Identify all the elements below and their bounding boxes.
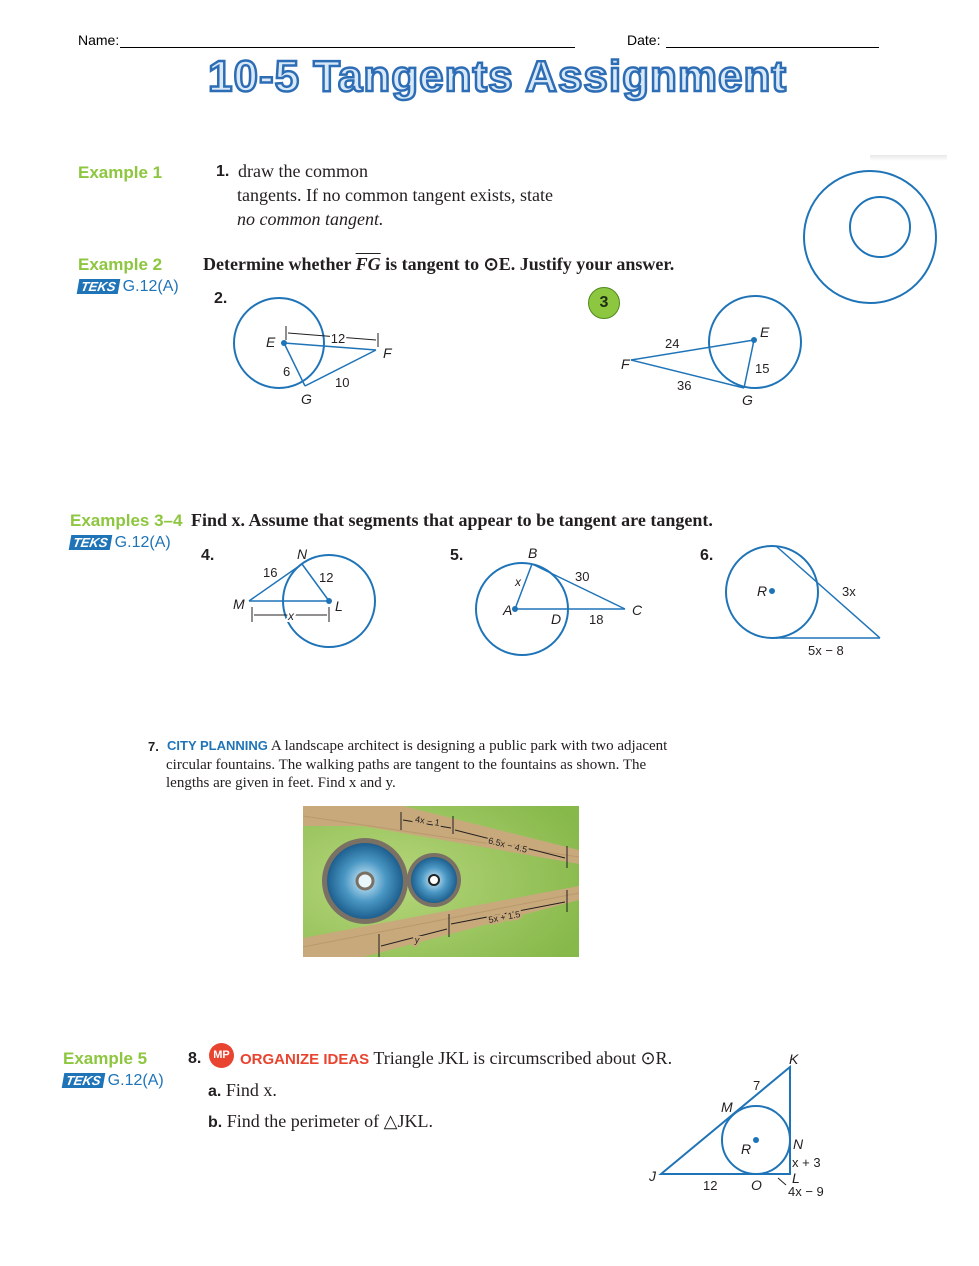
p3-value-24: 24 (665, 336, 680, 351)
problem-8b: b. Find the perimeter of △JKL. (208, 1111, 434, 1131)
problem-4-figure (225, 545, 385, 665)
problem-7-park-figure (303, 806, 579, 957)
p2-value-6: 6 (283, 364, 291, 379)
example-5-teks: TEKS G.12(A) (63, 1072, 164, 1090)
problem-1-circles (800, 168, 950, 318)
problem-6-figure (720, 540, 900, 665)
p8-value-12: 12 (703, 1178, 718, 1193)
problem-7-line1: CITY PLANNING A landscape architect is designing a public park with two adjacent (167, 738, 668, 754)
p2-value-12: 12 (330, 331, 346, 346)
p8-label-R: R (741, 1141, 752, 1157)
p5-label-A: A (503, 602, 513, 618)
p8-label-M: M (721, 1099, 733, 1115)
problem-1-number: 1. (216, 163, 230, 180)
problem-3-number-badge: 3 (588, 287, 620, 319)
p5-label-D: D (551, 611, 562, 627)
examples-3-4-directions: Find x. Assume that segments that appear to be tangent are tangent. (191, 510, 713, 530)
p8-label-K: K (789, 1051, 799, 1067)
mp-icon: MP (209, 1043, 234, 1068)
p3-label-G: G (742, 392, 753, 408)
p4-label-N: N (297, 546, 308, 562)
date-label: Date: (627, 32, 661, 48)
p8-label-O: O (751, 1177, 762, 1193)
p6-label-R: R (757, 583, 768, 599)
p8-value-4x-9: 4x − 9 (788, 1184, 824, 1199)
p2-label-F: F (383, 345, 392, 361)
date-blank[interactable] (666, 47, 879, 48)
p3-label-F: F (621, 356, 630, 372)
p3-label-E: E (760, 324, 770, 340)
problem-1-line1: draw the common (238, 161, 368, 181)
example-2-teks: TEKS G.12(A) (78, 278, 179, 296)
outer-circle (804, 171, 936, 303)
p6-value-5x-8: 5x − 8 (808, 643, 844, 658)
p3-value-36: 36 (677, 378, 692, 393)
problem-4-number: 4. (201, 547, 215, 564)
p8-label-J: J (649, 1168, 656, 1184)
p7-label-5x+1.5: 5x + 1.5 (487, 909, 522, 926)
problem-1-line2: tangents. If no common tangent exists, state (237, 185, 553, 205)
problem-7-number: 7. (148, 739, 159, 754)
p5-label-B: B (528, 545, 538, 561)
p8-label-L: L (792, 1170, 800, 1186)
example-2-directions: Determine whether $\overline{FG}$ is tangent to ⊙E. Justify your answer. (203, 254, 675, 274)
problem-8-prompt: ORGANIZE IDEAS Triangle JKL is circumscribed about ⊙R. (240, 1048, 673, 1068)
p5-value-18: 18 (589, 612, 604, 627)
problem-2-figure (230, 290, 410, 410)
p8-value-7: 7 (753, 1078, 761, 1093)
problem-8-number: 8. (188, 1050, 202, 1067)
p7-label-6.5x-4.5: 6.5x − 4.5 (487, 835, 529, 855)
problem-7-line2: circular fountains. The walking paths are tangent to the fountains as shown. The (166, 757, 647, 773)
problem-3-figure (615, 290, 815, 410)
p4-label-L: L (335, 598, 343, 614)
problem-7-line3: lengths are given in feet. Find x and y. (166, 775, 396, 791)
p5-label-C: C (632, 602, 643, 618)
p2-label-E: E (266, 334, 276, 350)
p4-value-16: 16 (263, 565, 278, 580)
p7-label-4x-1: 4x − 1 (414, 814, 441, 828)
p8-label-N: N (793, 1136, 804, 1152)
p5-value-30: 30 (575, 569, 590, 584)
problem-1-line3: no common tangent. (237, 209, 384, 229)
problem-6-number: 6. (700, 547, 714, 564)
p7-label-y: y (414, 935, 420, 945)
page-title: 10-5 Tangents Assignment (208, 52, 788, 101)
example-2-label: Example 2 (78, 255, 163, 274)
problem-8-figure (640, 1045, 840, 1205)
p2-label-G: G (301, 391, 312, 407)
problem-5-number: 5. (450, 547, 464, 564)
p5-label-x: x (515, 575, 521, 589)
problem-5-figure (465, 545, 655, 665)
problem-8a: a. Find x. (208, 1080, 277, 1100)
examples-3-4-label: Examples 3–4 (70, 511, 183, 530)
p6-value-3x: 3x (842, 584, 856, 599)
problem-2-number: 2. (214, 290, 228, 307)
p8-value-x+3: x + 3 (792, 1155, 821, 1170)
p2-value-10: 10 (335, 375, 350, 390)
p3-value-15: 15 (755, 361, 770, 376)
inner-circle (850, 197, 910, 257)
name-label: Name: (78, 32, 120, 48)
p4-label-M: M (233, 596, 245, 612)
decorative-strip (870, 155, 947, 161)
examples-3-4-teks: TEKS G.12(A) (70, 534, 171, 552)
p4-label-x: x (288, 609, 294, 623)
example-1-label: Example 1 (78, 163, 163, 182)
example-5-label: Example 5 (63, 1049, 148, 1068)
name-blank[interactable] (120, 47, 575, 48)
p4-value-12: 12 (319, 570, 334, 585)
